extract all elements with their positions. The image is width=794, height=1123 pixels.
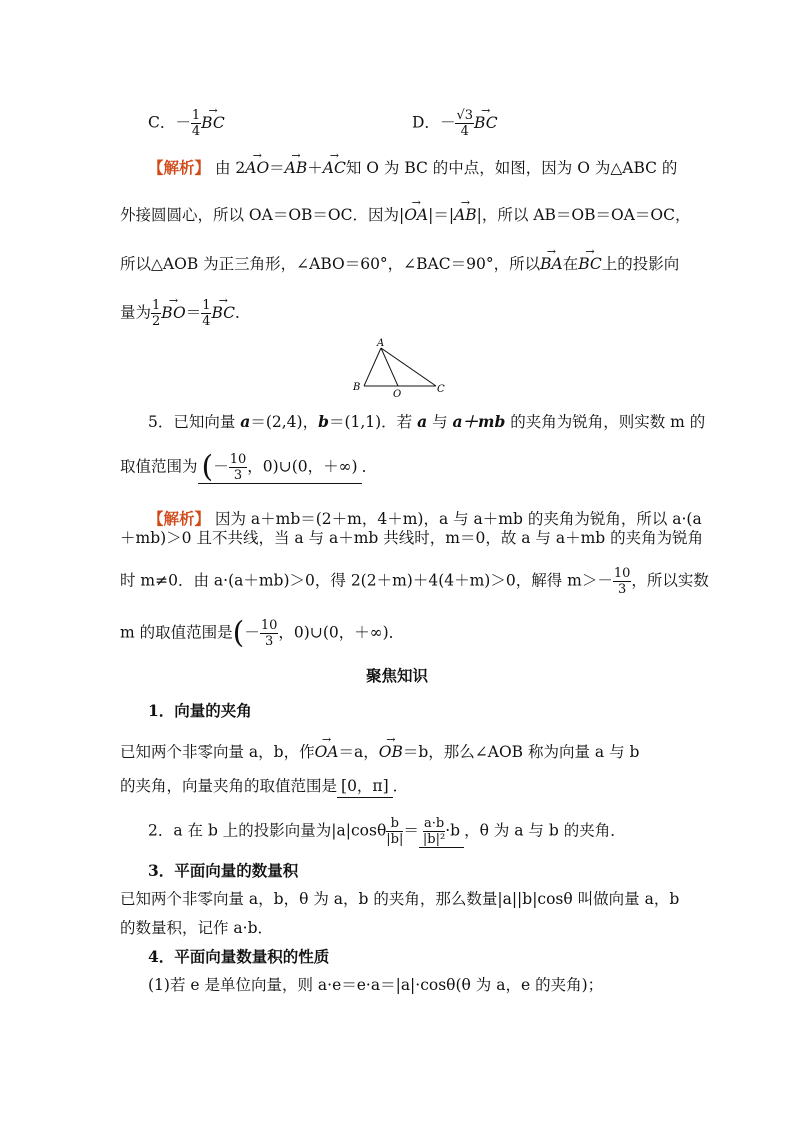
label-c: C <box>437 384 445 395</box>
k1-line1: 已知两个非零向量 a，b，作→ OA＝a，→ OB＝b，那么∠AOB 称为向量 a 与 b <box>120 741 674 763</box>
range-blank: [0，π] <box>337 775 393 798</box>
label-a: A <box>377 338 385 349</box>
analysis-tag: 【解析】 <box>148 158 211 177</box>
k1-title: 1．向量的夹角 <box>148 701 252 720</box>
k2-line: 2．a 在 b 上的投影向量为|a|cosθ $\frac{b}{|b|}$ ＝ $\frac{a\cdot b}{\text{|b|²}}$ ·b ，θ 为 a 与 b 的夹角． <box>148 816 626 847</box>
k4-line1: (1)若 e 是单位向量，则 a·e＝e·a＝|a|·cosθ(θ 为 a，e 的夹角)； <box>148 976 604 994</box>
analysis1-line2: 外接圆圆心，所以 OA＝OB＝OC．因为|→ OA|＝|→ AB|，所以 AB＝OB＝OA＝OC， <box>120 204 674 226</box>
k3-line1: 已知两个非零向量 a，b，θ 为 a，b 的夹角，那么数量|a||b|cosθ 叫做向量 a，b <box>120 890 680 908</box>
option-c: C．－ $\frac{1}{4}$ → BC <box>148 108 674 139</box>
analysis1-line1: 【解析】 由 2→ AO＝→ AB＋→ AC知 O 为 BC 的中点，如图，因为 O 为△ABC 的 <box>148 157 674 179</box>
analysis2-line4: m 的取值范围是(－ $\frac{10}{3}$ ，0)∪(0，＋∞)． <box>120 615 405 651</box>
label-o: O <box>393 389 402 400</box>
k1-line2: 的夹角，向量夹角的取值范围是 [0，π] ． <box>120 775 674 798</box>
q5-line2: 取值范围为 (－ $\frac{10}{3}$ ，0)∪(0，＋∞) ． <box>120 449 378 485</box>
option-d: D．－ $\frac{√3}{4}$ → BC <box>412 108 674 139</box>
analysis2-line2: ＋mb)＞0 且不共线，当 a 与 a＋mb 共线时，m＝0，故 a 与 a＋mb 的夹角为锐角 <box>120 529 704 547</box>
analysis2-line3: 时 m≠0．由 a·(a＋mb)＞0，得 2(2＋m)＋4(4＋m)＞0，解得 m＞－ $\frac{10}{3}$ ，所以实数 <box>120 566 709 597</box>
fraction: $\frac{√3}{4}$ <box>456 108 474 139</box>
triangle-figure <box>340 338 450 400</box>
analysis-tag: 【解析】 <box>148 509 211 528</box>
label-b: B <box>353 382 361 393</box>
k4-title: 4．平面向量数量积的性质 <box>148 947 330 966</box>
k3-line2: 的数量积，记作 a·b． <box>120 919 274 937</box>
q5-line1: 5．已知向量 a＝(2,4)，b＝(1,1)．若 a 与 a＋mb 的夹角为锐角，则实数 m 的 <box>148 412 706 431</box>
section-title: 聚焦知识 <box>365 666 428 685</box>
answer-blank: (－ $\frac{10}{3}$ ，0)∪(0，＋∞) <box>198 452 362 484</box>
fraction: $\frac{1}{4}$ <box>191 108 201 139</box>
analysis2-line1: 【解析】 因为 a＋mb＝(2＋m，4＋m)，a 与 a＋mb 的夹角为锐角，所以 a·(a <box>148 509 702 528</box>
k3-title: 3．平面向量的数量积 <box>148 861 299 880</box>
analysis1-line4: 量为 $\frac{1}{2}$ → BO＝ $\frac{1}{4}$ → BC． <box>120 298 674 329</box>
analysis1-line3: 所以△AOB 为正三角形，∠ABO＝60°，∠BAC＝90°，所以→ BA在→ BC上的投影向 <box>120 253 674 275</box>
